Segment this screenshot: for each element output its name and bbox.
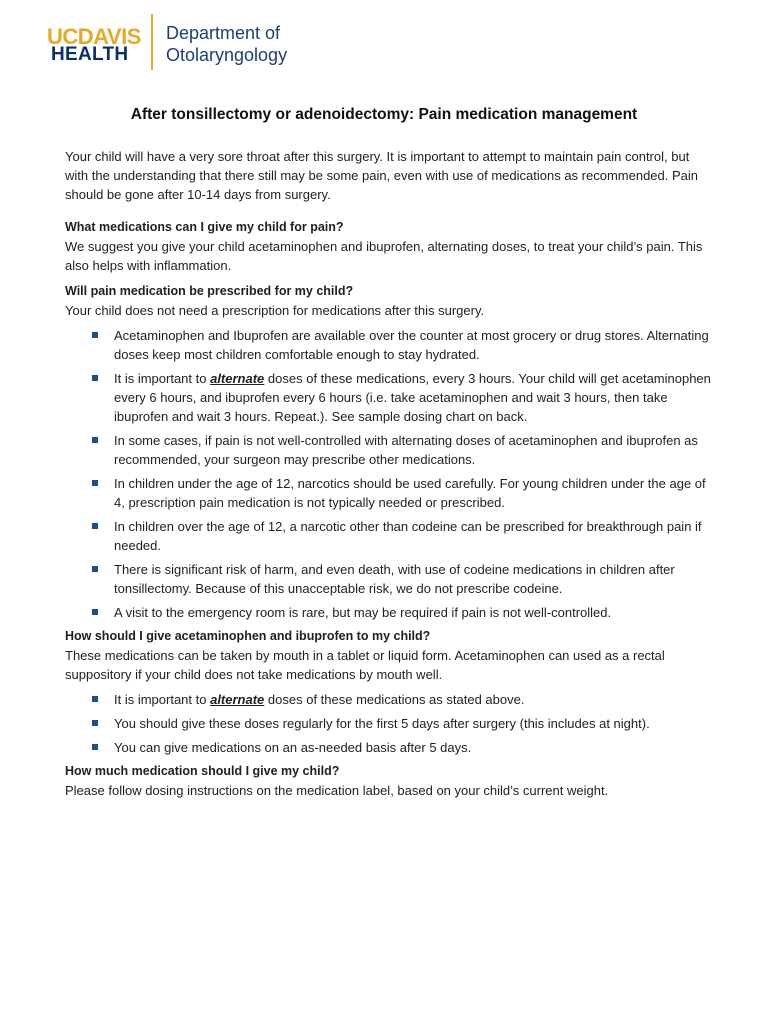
document-body	[65, 147, 715, 800]
logo-divider	[151, 14, 153, 70]
list-item	[114, 690, 715, 709]
answer-medications: We suggest you give your child acetaminophen and ibuprofen, alternating doses, to treat your child’s pain. This also helps with inflammation.	[65, 239, 703, 273]
question-prescription: Will pain medication be prescribed for my child?	[65, 284, 354, 298]
list-item-text: You can give medications on an as-needed basis after 5 days.	[114, 740, 472, 755]
logo-davis-text: DAVIS	[77, 24, 141, 49]
question-medications: What medications can I give my child for pain?	[65, 220, 344, 234]
department-name-line2: Otolaryngology	[166, 45, 288, 65]
list-item	[114, 326, 715, 364]
square-bullet-icon	[92, 696, 98, 702]
logo-health-text: HEALTH	[51, 44, 129, 65]
list-item-text: It is important to	[114, 371, 211, 386]
list-item	[114, 369, 715, 426]
answer-how-to-give: These medications can be taken by mouth in a tablet or liquid form. Acetaminophen can used as a rectal suppository if your child does not take medications by mouth well.	[65, 648, 665, 682]
header	[47, 14, 347, 72]
square-bullet-icon	[92, 523, 98, 529]
list-item	[114, 714, 715, 733]
emphasis-alternate: alternate	[210, 371, 265, 386]
logo-uc-text: UC	[47, 24, 78, 49]
list-item-text: You should give these doses regularly for the first 5 days after surgery (this includes at night).	[114, 716, 650, 731]
list-item-text: Acetaminophen and Ibuprofen are available over the counter at most grocery or drug stores. Alternating doses keep most children comfortable enough to stay hydrated.	[114, 328, 709, 362]
answer-how-much: Please follow dosing instructions on the medication label, based on your child’s current weight.	[65, 783, 609, 798]
square-bullet-icon	[92, 720, 98, 726]
question-how-much: How much medication should I give my child?	[65, 764, 340, 778]
list-item-text: In children over the age of 12, a narcotic other than codeine can be prescribed for breakthrough pain if needed.	[114, 519, 702, 553]
square-bullet-icon	[92, 480, 98, 486]
list-item-text: In some cases, if pain is not well-controlled with alternating doses of acetaminophen and ibuprofen as recommended, your surgeon may prescribe other medications.	[114, 433, 698, 467]
square-bullet-icon	[92, 566, 98, 572]
square-bullet-icon	[92, 609, 98, 615]
list-item	[114, 474, 715, 512]
emphasis-alternate: alternate	[210, 692, 265, 707]
list-item-text: A visit to the emergency room is rare, but may be required if pain is not well-controlled.	[114, 605, 612, 620]
question-how-to-give: How should I give acetaminophen and ibuprofen to my child?	[65, 629, 431, 643]
department-name-line1: Department of	[166, 23, 281, 43]
list-item	[114, 517, 715, 555]
list-item-text: In children under the age of 12, narcotics should be used carefully. For young children under the age of 4, prescription pain medication is not typically needed or prescribed.	[114, 476, 706, 510]
list-item-text: doses of these medications, every 3 hours. Your child will get acetaminophen every 6 hours, and ibuprofen every 6 hours (i.e. take acetaminophen and wait 3 hours, then take ibuprofen and wait 3 hours. Repeat.). See sample dosing chart on back.	[114, 371, 711, 424]
list-item	[114, 603, 715, 622]
square-bullet-icon	[92, 744, 98, 750]
answer-prescription: Your child does not need a prescription for medications after this surgery.	[65, 303, 485, 318]
document-title: After tonsillectomy or adenoidectomy: Pain medication management	[130, 106, 638, 123]
intro-paragraph: Your child will have a very sore throat after this surgery. It is important to attempt to maintain pain control, but with the understanding that there still may be some pain, even with use of medications as recommended. Pain should be gone after 10-14 days from surgery.	[65, 149, 699, 202]
prescription-bullet-list	[65, 326, 715, 622]
list-item	[114, 738, 715, 757]
how-to-give-bullet-list	[65, 690, 715, 757]
list-item-text: doses of these medications as stated above.	[264, 692, 525, 707]
square-bullet-icon	[92, 437, 98, 443]
square-bullet-icon	[92, 375, 98, 381]
list-item	[114, 431, 715, 469]
list-item	[114, 560, 715, 598]
list-item-text: There is significant risk of harm, and even death, with use of codeine medications in children after tonsillectomy. Because of this unacceptable risk, we do not prescribe codeine.	[114, 562, 675, 596]
list-item-text: It is important to	[114, 692, 211, 707]
square-bullet-icon	[92, 332, 98, 338]
